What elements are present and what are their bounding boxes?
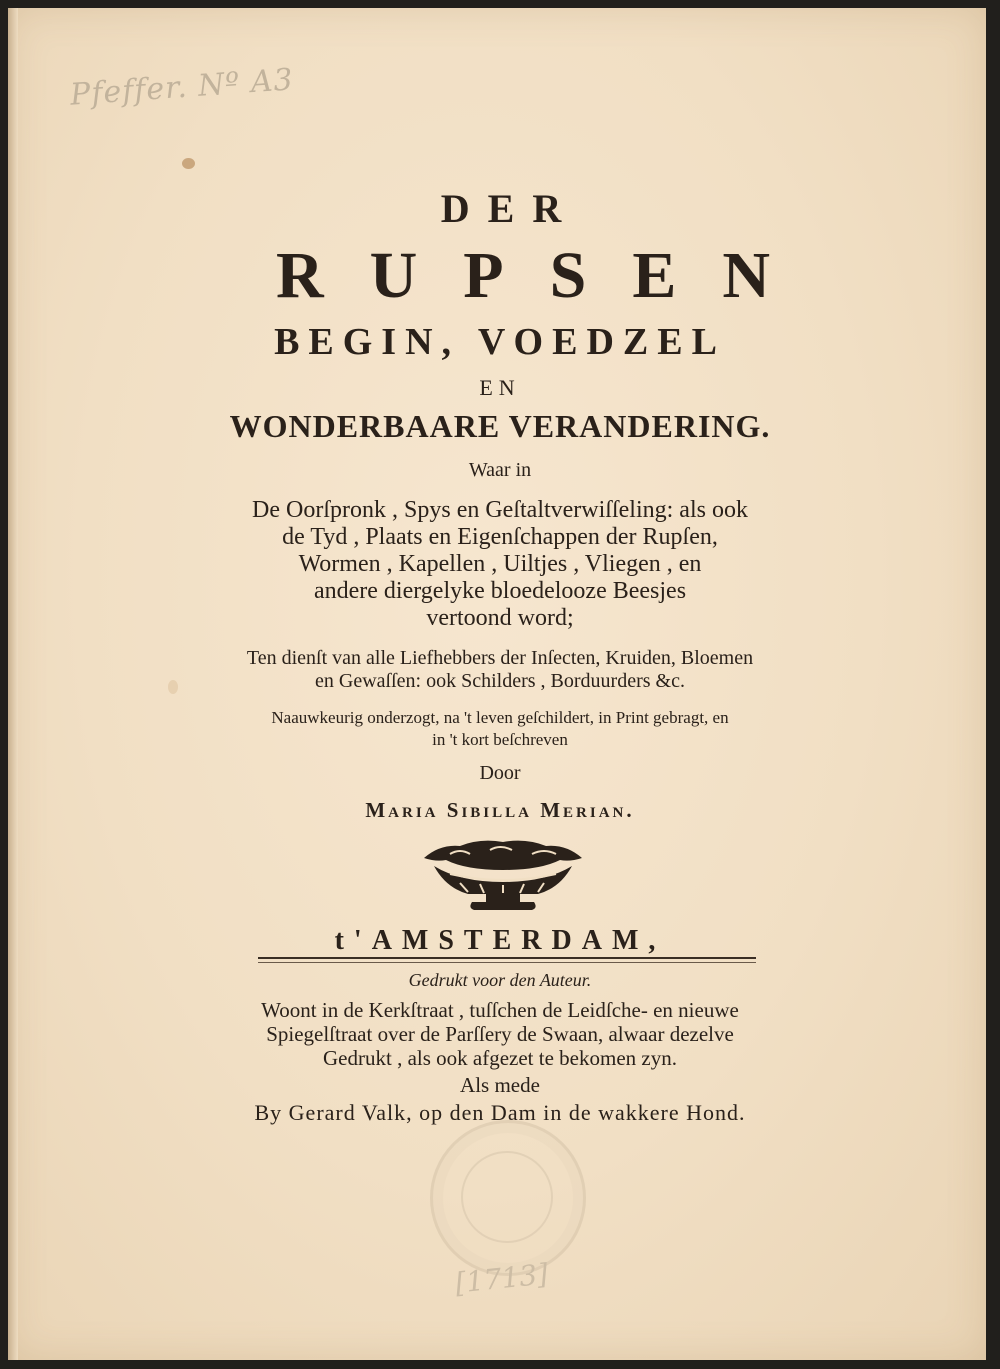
printed-for: Gedrukt voor den Auteur. — [408, 970, 592, 990]
als-mede: Als mede — [460, 1073, 540, 1097]
imprint-line: Woont in de Kerkſtraat , tuſſchen de Leidſche- en nieuwe — [261, 998, 739, 1022]
description-line: De Oorſpronk , Spys en Geſtaltverwiſſeling: als ook — [252, 497, 748, 523]
divider-rule — [258, 957, 756, 959]
title-wonderbaare: WONDERBAARE VERANDERING. — [229, 408, 771, 444]
title-en: EN — [479, 375, 521, 400]
dedication-line: en Gewaſſen: ook Schilders , Borduurders &c. — [315, 670, 685, 692]
library-stamp-inner — [461, 1151, 553, 1243]
dedication-line: Ten dienſt van alle Liefhebbers der Inſecten, Kruiden, Bloemen — [246, 647, 754, 669]
description-line: vertoond word; — [426, 605, 574, 631]
place-of-publication: t'AMSTERDAM, — [334, 925, 666, 956]
pencil-date: [1713] — [453, 1257, 550, 1300]
library-stamp-icon — [430, 1120, 586, 1276]
description-line: Wormen , Kapellen , Uiltjes , Vliegen , en — [298, 551, 702, 577]
author-name: Maria Sibilla Merian. — [365, 798, 635, 822]
ink-spot — [182, 158, 195, 169]
title-rupsen: RUPSEN — [275, 239, 817, 312]
imprint-line: Gedrukt , als ook afgezet te bekomen zyn. — [323, 1046, 677, 1070]
title-begin-voedzel: BEGIN, VOEDZEL — [274, 321, 726, 363]
bookseller-line: By Gerard Valk, op den Dam in de wakkere Hond. — [254, 1100, 746, 1125]
method-line: Naauwkeurig onderzogt, na 't leven geſchildert, in Print gebragt, en — [271, 708, 729, 727]
description-line: de Tyd , Plaats en Eigenſchappen der Rupſen, — [282, 524, 718, 550]
title-der: DER — [440, 186, 580, 231]
imprint-line: Spiegelſtraat over de Parſſery de Swaan, alwaar dezelve — [266, 1022, 734, 1046]
basket-ornament-icon — [420, 836, 586, 916]
method-line: in 't kort beſchreven — [432, 730, 568, 749]
divider-rule-thin — [258, 962, 756, 963]
pencil-shelfmark: Pfeffer. Nº A3 — [69, 62, 295, 113]
waar-in: Waar in — [468, 459, 532, 481]
description-line: andere diergelyke bloedelooze Beesjes — [313, 578, 687, 604]
door-label: Door — [479, 762, 521, 784]
